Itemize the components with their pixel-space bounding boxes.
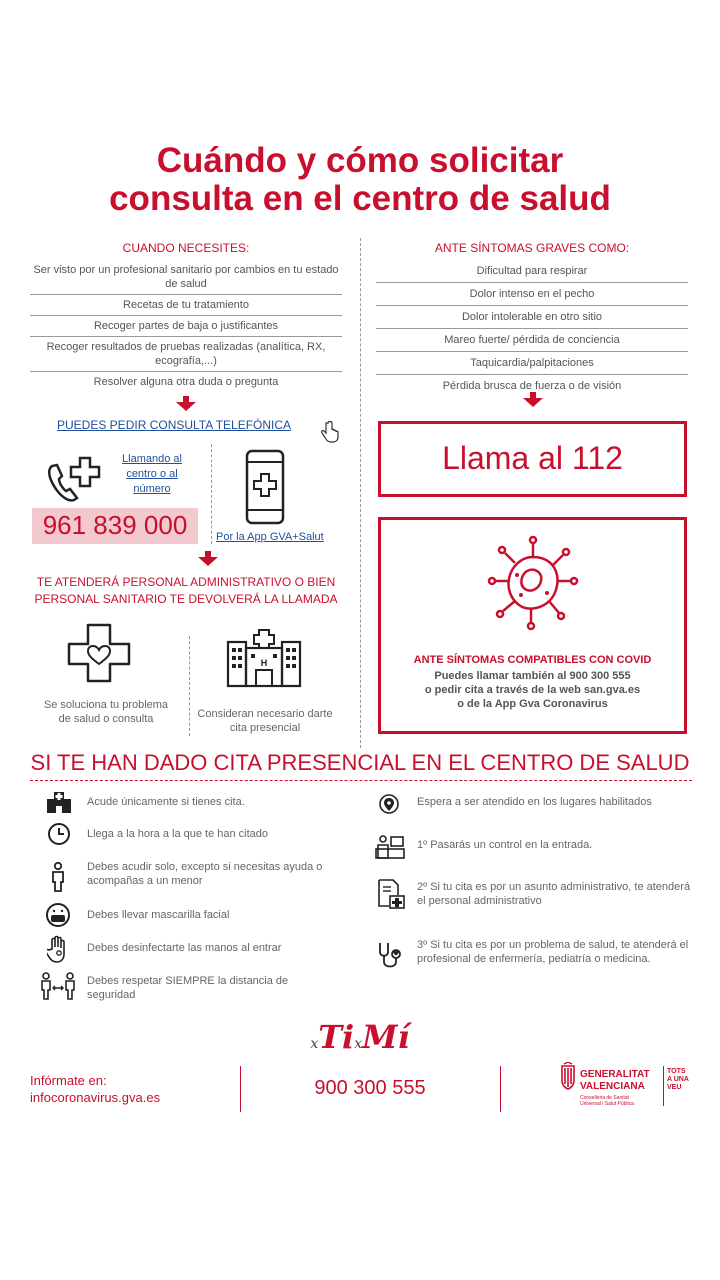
arrow-down-icon bbox=[523, 398, 543, 407]
covid-text-line: o pedir cita a través de la web san.gva.es bbox=[424, 684, 641, 696]
instruction-text: Llega a la hora a la que te han citado bbox=[87, 828, 269, 840]
list-item: Dolor intolerable en otro sitio bbox=[376, 306, 688, 329]
right-list bbox=[376, 260, 688, 397]
phone-number[interactable]: 961 839 000 bbox=[42, 510, 188, 540]
person-icon bbox=[50, 862, 66, 892]
covid-heading: ANTE SÍNTOMAS COMPATIBLES CON COVID bbox=[413, 654, 652, 666]
list-item: Recoger resultados de pruebas realizadas (analítica, RX, ecografía,...) bbox=[30, 337, 342, 372]
title-line-1: Cuándo y cómo solicitar bbox=[156, 141, 564, 180]
location-icon bbox=[378, 793, 400, 819]
info-site-link[interactable]: infocoronavirus.gva.es bbox=[30, 1090, 161, 1105]
section-divider bbox=[30, 780, 692, 781]
arrow-down-icon bbox=[198, 557, 218, 566]
instruction-text: 1º Pasarás un control en la entrada. bbox=[417, 839, 593, 851]
outcome-appointment: Consideran necesario darte cita presencial bbox=[197, 708, 333, 734]
covid-text bbox=[378, 669, 687, 711]
gva-sub bbox=[580, 1095, 634, 1107]
instruction-text: 2º Si tu cita es por un asunto administrativo, te atenderá el personal administrativo bbox=[417, 881, 691, 907]
gva-sub-line: Universal i Salut Pública bbox=[580, 1101, 634, 1107]
hospital-building-icon bbox=[226, 628, 302, 688]
mask-icon bbox=[45, 902, 71, 928]
section-heading: SI TE HAN DADO CITA PRESENCIAL EN EL CENTRO DE SALUD bbox=[30, 750, 690, 775]
clock-icon bbox=[47, 822, 71, 846]
covid-text-line: Puedes llamar también al 900 300 555 bbox=[434, 670, 631, 682]
arrow-down-icon bbox=[176, 402, 196, 411]
xtixmi-logo: xTixMí bbox=[310, 1018, 410, 1056]
document-icon bbox=[376, 878, 406, 910]
info-label: Infórmate en: bbox=[30, 1073, 107, 1088]
call-112[interactable]: Llama al 112 bbox=[442, 440, 623, 476]
left-list bbox=[30, 260, 342, 392]
column-divider bbox=[360, 238, 361, 748]
hospital-icon bbox=[46, 790, 72, 814]
instruction-text: Debes desinfectarte las manos al entrar bbox=[87, 942, 282, 954]
info-block bbox=[30, 1072, 160, 1106]
instruction-text: Debes llevar mascarilla facial bbox=[87, 909, 230, 921]
gva-sub-line: Conselleria de Sanitat bbox=[580, 1095, 629, 1101]
outcome-resolved: Se soluciona tu problema de salud o consulta bbox=[43, 699, 169, 725]
pointer-cursor-icon bbox=[318, 420, 340, 444]
page-title bbox=[0, 142, 720, 218]
gva-name-line: VALENCIANA bbox=[580, 1081, 645, 1092]
list-item: Recetas de tu tratamiento bbox=[30, 295, 342, 316]
tots-a-una-veu: TOTS A UNA VEU bbox=[667, 1068, 689, 1091]
distance-icon bbox=[40, 972, 76, 1000]
smartphone-icon bbox=[244, 448, 286, 526]
gva-name-line: GENERALITAT bbox=[580, 1069, 650, 1080]
instruction-text: Acude únicamente si tienes cita. bbox=[87, 796, 245, 808]
footer-phone[interactable]: 900 300 555 bbox=[314, 1077, 426, 1099]
list-item: Resolver alguna otra duda o pregunta bbox=[93, 376, 279, 388]
gva-emblem-icon bbox=[558, 1062, 578, 1092]
gva-divider bbox=[663, 1066, 664, 1106]
phone-divider bbox=[211, 444, 212, 544]
phone-consult-link[interactable]: PUEDES PEDIR CONSULTA TELEFÓNICA bbox=[57, 418, 292, 432]
svg-text:H: H bbox=[260, 658, 268, 668]
covid-text-line: o de la App Gva Coronavirus bbox=[457, 698, 608, 710]
list-item: Dificultad para respirar bbox=[376, 260, 688, 283]
instruction-text: 3º Si tu cita es por un problema de salud, te atenderá el profesional de enfermería, pediatría o medicina. bbox=[417, 939, 689, 965]
list-item: Mareo fuerte/ pérdida de conciencia bbox=[376, 329, 688, 352]
instruction-text: Espera a ser atendido en los lugares habilitados bbox=[417, 796, 652, 808]
hand-icon bbox=[47, 935, 69, 963]
outcome-divider bbox=[189, 636, 190, 736]
virus-icon bbox=[487, 535, 579, 631]
title-line-2: consulta en el centro de salud bbox=[109, 179, 611, 218]
phone-cross-icon bbox=[44, 452, 106, 506]
list-item: Ser visto por un profesional sanitario por cambios en tu estado de salud bbox=[30, 260, 342, 295]
left-heading: CUANDO NECESITES: bbox=[122, 241, 250, 255]
list-item: Recoger partes de baja o justificantes bbox=[30, 316, 342, 337]
call-center-link[interactable]: Llamando al centro o al número bbox=[122, 453, 182, 495]
reception-icon bbox=[374, 833, 406, 859]
list-item: Dolor intenso en el pecho bbox=[376, 283, 688, 306]
list-item: Pérdida brusca de fuerza o de visión bbox=[442, 380, 622, 392]
app-link[interactable]: Por la App GVA+Salut bbox=[216, 531, 324, 543]
list-item: Taquicardia/palpitaciones bbox=[376, 352, 688, 375]
footer-divider bbox=[500, 1066, 501, 1112]
attend-text: TE ATENDERÁ PERSONAL ADMINISTRATIVO O BIEN PERSONAL SANITARIO TE DEVOLVERÁ LA LLAMADA bbox=[34, 575, 338, 606]
right-heading: ANTE SÍNTOMAS GRAVES COMO: bbox=[434, 241, 630, 255]
instruction-text: Debes acudir solo, excepto si necesitas ayuda o acompañas a un menor bbox=[87, 861, 323, 887]
heart-cross-icon bbox=[66, 622, 132, 684]
instruction-text: Debes respetar SIEMPRE la distancia de seguridad bbox=[87, 975, 289, 1001]
gva-name bbox=[580, 1069, 650, 1093]
stethoscope-icon bbox=[375, 940, 405, 972]
